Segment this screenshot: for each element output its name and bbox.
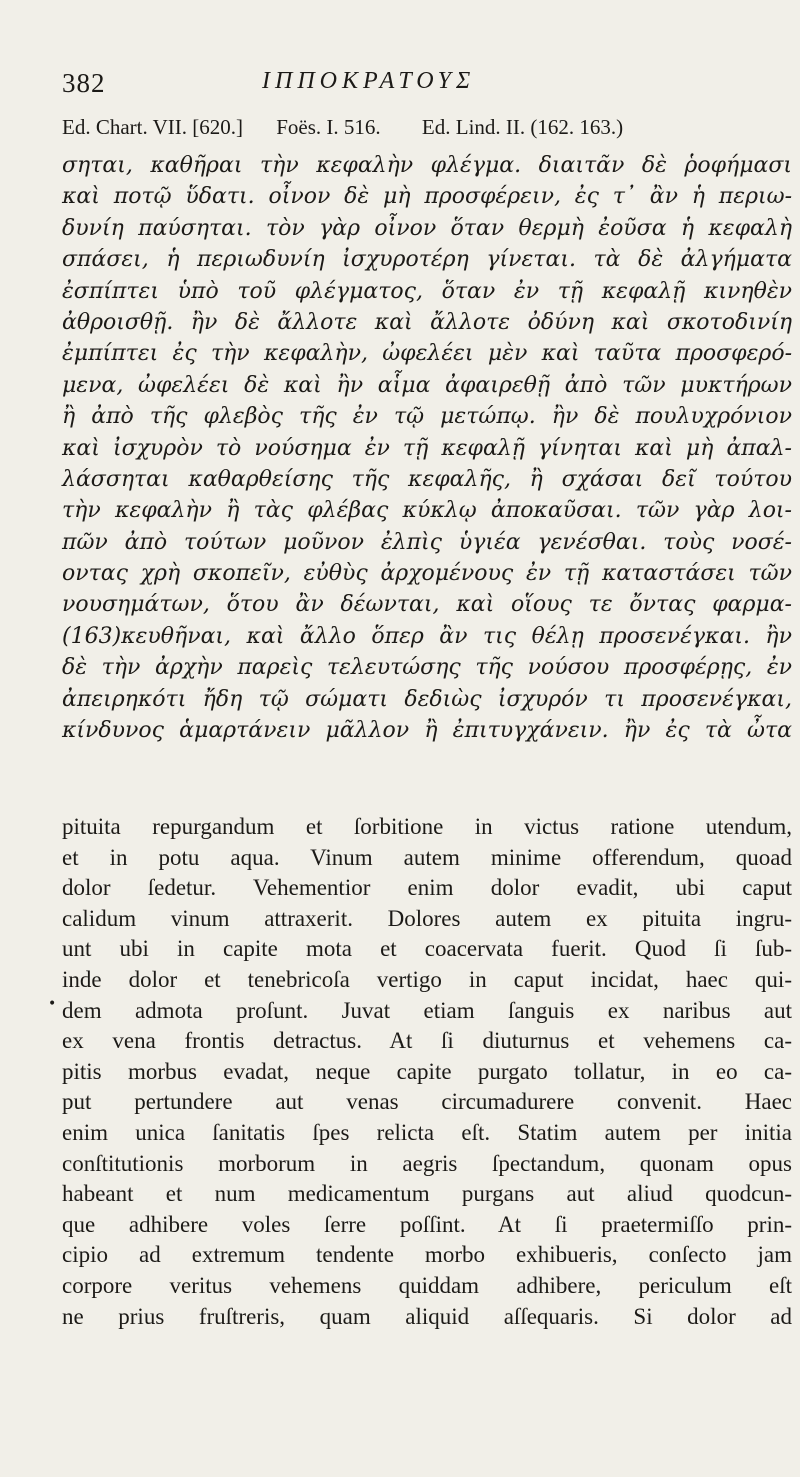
- latin-line: et in potu aqua. Vinum autem minime offerendum, quoad: [62, 844, 792, 870]
- greek-line: ἐσπίπτει ὑπὸ τοῦ φλέγματος, ὅταν ἐν τῇ κεφαλῇ κινηθὲν: [62, 278, 792, 304]
- latin-line: que adhibere voles ſerre poſſint. At ſi praetermiſſo prin-: [62, 1211, 792, 1237]
- edition-reference-line: [62, 115, 780, 140]
- greek-line: πῶν ἀπὸ τούτων μοῦνον ἐλπὶς ὑγιέα γενέσθαι. τοὺς νοσέ-: [62, 529, 792, 555]
- latin-line: cipio ad extremum tendente morbo exhibueris, conſecto jam: [62, 1242, 792, 1268]
- greek-line: ἢ ἀπὸ τῆς φλεβὸς τῆς ἐν τῷ μετώπῳ. ἢν δὲ πουλυχρόνιον: [62, 404, 792, 430]
- greek-line: καὶ ποτῷ ὕδατι. οἶνον δὲ μὴ προσφέρειν, ἐς τ᾿ ἂν ἡ περιω-: [62, 184, 792, 210]
- greek-line: (163)κευθῆναι, καὶ ἄλλο ὅπερ ἂν τις θέλῃ προσενέγκαι. ἢν: [62, 623, 792, 649]
- latin-line: dolor ſedetur. Vehementior enim dolor evadit, ubi caput: [62, 875, 792, 901]
- greek-line: ἀπειρηκότι ἤδη τῷ σώματι δεδιὼς ἰσχυρόν τι προσενέγκαι,: [62, 686, 792, 712]
- greek-line: οντας χρὴ σκοπεῖν, εὐθὺς ἀρχομένους ἐν τῇ καταστάσει τῶν: [62, 561, 792, 587]
- margin-mark: •: [48, 996, 57, 1012]
- edition-foes-ref: Foës. I. 516.: [276, 115, 381, 139]
- edition-chart-ref: Ed. Chart. VII. [620.]: [62, 115, 243, 139]
- latin-line: pituita repurgandum et ſorbitione in victus ratione utendum,: [62, 814, 792, 839]
- greek-line: σπάσει, ἡ περιωδυνίη ἰσχυροτέρη γίνεται. τὰ δὲ ἀλγήματα: [62, 247, 792, 273]
- latin-line: calidum vinum attraxerit. Dolores autem ex pituita ingru-: [62, 905, 792, 931]
- latin-line: inde dolor et tenebricoſa vertigo in caput incidat, haec qui-: [62, 966, 792, 992]
- greek-text-block: [62, 150, 792, 746]
- greek-line: νουσημάτων, ὅτου ἂν δέωνται, καὶ οἵους τε ὄντας φαρμα-: [62, 592, 792, 618]
- greek-line: ἐμπίπτει ἐς τὴν κεφαλὴν, ὠφελέει μὲν καὶ ταῦτα προσφερό-: [62, 341, 792, 367]
- greek-line: καὶ ἰσχυρὸν τὸ νούσημα ἐν τῇ κεφαλῇ γίνηται καὶ μὴ ἀπαλ-: [62, 435, 792, 461]
- latin-line: dem admota proſunt. Juvat etiam ſanguis ex naribus aut: [62, 997, 792, 1023]
- latin-line: ne prius fruſtreris, quam aliquid aſſequaris. Si dolor ad: [62, 1303, 792, 1329]
- page-header: [62, 68, 760, 104]
- latin-line: conſtitutionis morborum in aegris ſpectandum, quonam opus: [62, 1150, 792, 1176]
- greek-line: δὲ τὴν ἀρχὴν παρεὶς τελευτώσης τῆς νούσου προσφέρῃς, ἐν: [62, 655, 792, 681]
- latin-line: pitis morbus evadat, neque capite purgato tollatur, in eo ca-: [62, 1058, 792, 1084]
- greek-line: μενα, ὠφελέει δὲ καὶ ἢν αἷμα ἀφαιρεθῇ ἀπὸ τῶν μυκτήρων: [62, 372, 792, 398]
- greek-line: λάσσηται καθαρθείσης τῆς κεφαλῆς, ἢ σχάσαι δεῖ τούτου: [62, 466, 792, 492]
- running-title: ΙΠΠΟΚΡΑΤΟΥΣ: [262, 68, 476, 94]
- greek-line: κίνδυνος ἁμαρτάνειν μᾶλλον ἢ ἐπιτυγχάνειν. ἢν ἐς τὰ ὦτα: [62, 718, 792, 744]
- latin-line: corpore veritus vehemens quiddam adhibere, periculum eſt: [62, 1272, 792, 1298]
- latin-line: ex vena frontis detractus. At ſi diuturnus et vehemens ca-: [62, 1028, 792, 1054]
- latin-text-block: [62, 812, 792, 1332]
- greek-line: σηται, καθῆραι τὴν κεφαλὴν φλέγμα. διαιτᾶν δὲ ῥοφήμασι: [62, 153, 792, 178]
- page-number: 382: [62, 68, 106, 98]
- latin-line: put pertundere aut venas circumadurere convenit. Haec: [62, 1089, 792, 1115]
- greek-line: τὴν κεφαλὴν ἢ τὰς φλέβας κύκλῳ ἀποκαῦσαι. τῶν γὰρ λοι-: [62, 498, 792, 524]
- latin-line: unt ubi in capite mota et coacervata fuerit. Quod ſi ſub-: [62, 936, 792, 962]
- greek-line: ἀθροισθῇ. ἢν δὲ ἄλλοτε καὶ ἄλλοτε ὀδύνη καὶ σκοτοδινίη: [62, 309, 792, 335]
- edition-lind-ref: Ed. Lind. II. (162. 163.): [421, 115, 624, 139]
- latin-line: enim unica ſanitatis ſpes relicta eſt. Statim autem per initia: [62, 1119, 792, 1145]
- latin-line: habeant et num medicamentum purgans aut aliud quodcun-: [62, 1181, 792, 1207]
- greek-line: δυνίη παύσηται. τὸν γὰρ οἶνον ὅταν θερμὴ ἐοῦσα ἡ κεφαλὴ: [62, 215, 792, 241]
